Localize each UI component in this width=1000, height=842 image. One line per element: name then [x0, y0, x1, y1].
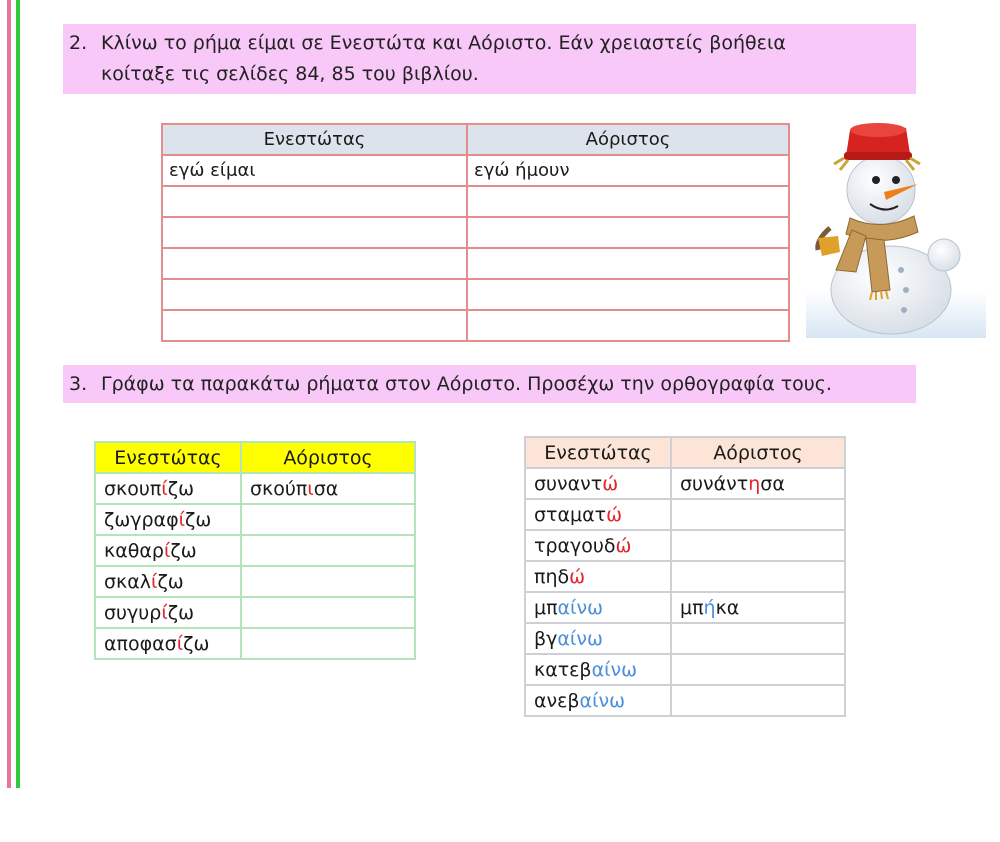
- word-highlight: αίνω: [557, 596, 604, 619]
- cell-aorist[interactable]: [671, 561, 845, 592]
- word-highlight: ώ: [602, 472, 619, 495]
- table-row: [525, 592, 845, 623]
- table-row: [525, 468, 845, 499]
- cell-aorist[interactable]: [467, 186, 789, 217]
- word-stem: καθαρ: [104, 539, 164, 562]
- cell-present: εγώ είμαι: [162, 155, 467, 186]
- cell-present: [525, 530, 671, 561]
- table-o-aino-verbs: [524, 436, 846, 717]
- table-row: [162, 155, 789, 186]
- word-ending: κα: [715, 596, 740, 619]
- cell-aorist[interactable]: [671, 654, 845, 685]
- table-eimai-conjugation: [161, 123, 790, 342]
- word-highlight: αίνω: [579, 689, 626, 712]
- table-row: [525, 561, 845, 592]
- word-stem: σκαλ: [104, 570, 152, 593]
- word-highlight: ί: [176, 632, 184, 655]
- word-stem: μπ: [534, 596, 558, 619]
- word-stem: ζωγραφ: [104, 508, 179, 531]
- table1-header-present: Ενεστώτας: [162, 124, 467, 155]
- table3-header-present: Ενεστώτας: [525, 437, 671, 468]
- word-stem: ανεβ: [534, 689, 580, 712]
- section3-instruction: [63, 365, 916, 403]
- cell-aorist[interactable]: [467, 279, 789, 310]
- word-stem: σταματ: [534, 503, 607, 526]
- word-highlight: ί: [163, 539, 171, 562]
- cell-aorist[interactable]: [467, 310, 789, 341]
- word-stem: σκούπ: [250, 477, 308, 500]
- cell-aorist[interactable]: [467, 217, 789, 248]
- table-row: [95, 473, 415, 504]
- word-ending: σα: [313, 477, 339, 500]
- cell-aorist[interactable]: [671, 685, 845, 716]
- cell-aorist[interactable]: [671, 530, 845, 561]
- word-stem: συνάντ: [680, 472, 749, 495]
- table-row: [162, 217, 789, 248]
- cell-aorist[interactable]: [241, 535, 415, 566]
- word-stem: συγυρ: [104, 601, 162, 624]
- table-row: [525, 499, 845, 530]
- section2-instruction: [63, 24, 916, 94]
- section2-line1: Κλίνω το ρήμα είμαι σε Ενεστώτα και Αόριστο. Εάν χρειαστείς βοήθεια: [101, 32, 786, 54]
- table-row: [525, 654, 845, 685]
- table-row: [162, 310, 789, 341]
- word-stem: βγ: [534, 627, 558, 650]
- word-stem: πηδ: [534, 565, 570, 588]
- cell-present[interactable]: [162, 217, 467, 248]
- cell-present: [95, 473, 241, 504]
- cell-present: [95, 504, 241, 535]
- word-highlight: αίνω: [557, 627, 603, 650]
- word-highlight: ί: [161, 601, 168, 624]
- cell-present: [95, 566, 241, 597]
- snowman-icon: [806, 120, 986, 338]
- cell-present: [525, 592, 671, 623]
- margin-line-green: [16, 0, 20, 788]
- word-stem: τραγουδ: [534, 534, 616, 557]
- table-row: [95, 504, 415, 535]
- section3-line1: Γράφω τα παρακάτω ρήματα στον Αόριστο. Προσέχω την ορθογραφία τους.: [101, 373, 832, 395]
- table1-header-aorist: Αόριστος: [467, 124, 789, 155]
- cell-aorist[interactable]: [467, 248, 789, 279]
- cell-present: [95, 597, 241, 628]
- table-izo-verbs: [94, 441, 416, 660]
- word-stem: συναντ: [534, 472, 603, 495]
- word-ending: σα: [760, 472, 785, 495]
- table-row: [95, 628, 415, 659]
- word-stem: μπ: [680, 596, 704, 619]
- cell-present: [525, 499, 671, 530]
- cell-present[interactable]: [162, 248, 467, 279]
- word-highlight: η: [748, 472, 761, 495]
- cell-present: [95, 628, 241, 659]
- word-highlight: ι: [307, 477, 314, 500]
- cell-present[interactable]: [162, 310, 467, 341]
- table-row: [162, 279, 789, 310]
- word-highlight: αίνω: [591, 658, 638, 681]
- cell-aorist[interactable]: [241, 566, 415, 597]
- cell-present[interactable]: [162, 279, 467, 310]
- section3-number: 3.: [69, 373, 88, 395]
- table-row: [162, 186, 789, 217]
- word-ending: ζω: [183, 632, 210, 655]
- cell-present: [525, 623, 671, 654]
- word-ending: ζω: [167, 477, 194, 500]
- cell-aorist: [671, 468, 845, 499]
- cell-aorist[interactable]: [671, 499, 845, 530]
- word-ending: ζω: [185, 508, 212, 531]
- word-stem: κατεβ: [534, 658, 592, 681]
- word-ending: ζω: [170, 539, 197, 562]
- word-ending: ζω: [167, 601, 195, 624]
- table-row: [162, 248, 789, 279]
- word-highlight: ώ: [615, 534, 632, 557]
- table-row: [525, 623, 845, 654]
- table-row: [95, 597, 415, 628]
- cell-present: [525, 654, 671, 685]
- word-highlight: ί: [161, 477, 168, 500]
- cell-present: [525, 468, 671, 499]
- cell-present: [525, 561, 671, 592]
- word-stem: αποφασ: [104, 632, 177, 655]
- cell-present[interactable]: [162, 186, 467, 217]
- table-row: [525, 530, 845, 561]
- table-row: [95, 566, 415, 597]
- cell-present: [525, 685, 671, 716]
- word-stem: σκουπ: [104, 477, 162, 500]
- margin-line-pink: [7, 0, 11, 788]
- table2-header-present: Ενεστώτας: [95, 442, 241, 473]
- table3-header-aorist: Αόριστος: [671, 437, 845, 468]
- cell-present: [95, 535, 241, 566]
- cell-aorist[interactable]: [241, 628, 415, 659]
- cell-aorist[interactable]: [671, 623, 845, 654]
- word-highlight: ώ: [569, 565, 586, 588]
- cell-aorist: εγώ ήμουν: [467, 155, 789, 186]
- word-ending: ζω: [157, 570, 184, 593]
- table-row: [95, 535, 415, 566]
- cell-aorist[interactable]: [241, 597, 415, 628]
- cell-aorist[interactable]: [241, 504, 415, 535]
- word-highlight: ί: [151, 570, 158, 593]
- table-row: [525, 685, 845, 716]
- table2-header-aorist: Αόριστος: [241, 442, 415, 473]
- section2-line2: κοίταξε τις σελίδες 84, 85 του βιβλίου.: [101, 63, 479, 85]
- word-highlight: ή: [703, 596, 716, 619]
- word-highlight: ί: [178, 508, 186, 531]
- word-highlight: ώ: [606, 503, 622, 526]
- section2-number: 2.: [69, 32, 88, 54]
- cell-aorist: [241, 473, 415, 504]
- cell-aorist: [671, 592, 845, 623]
